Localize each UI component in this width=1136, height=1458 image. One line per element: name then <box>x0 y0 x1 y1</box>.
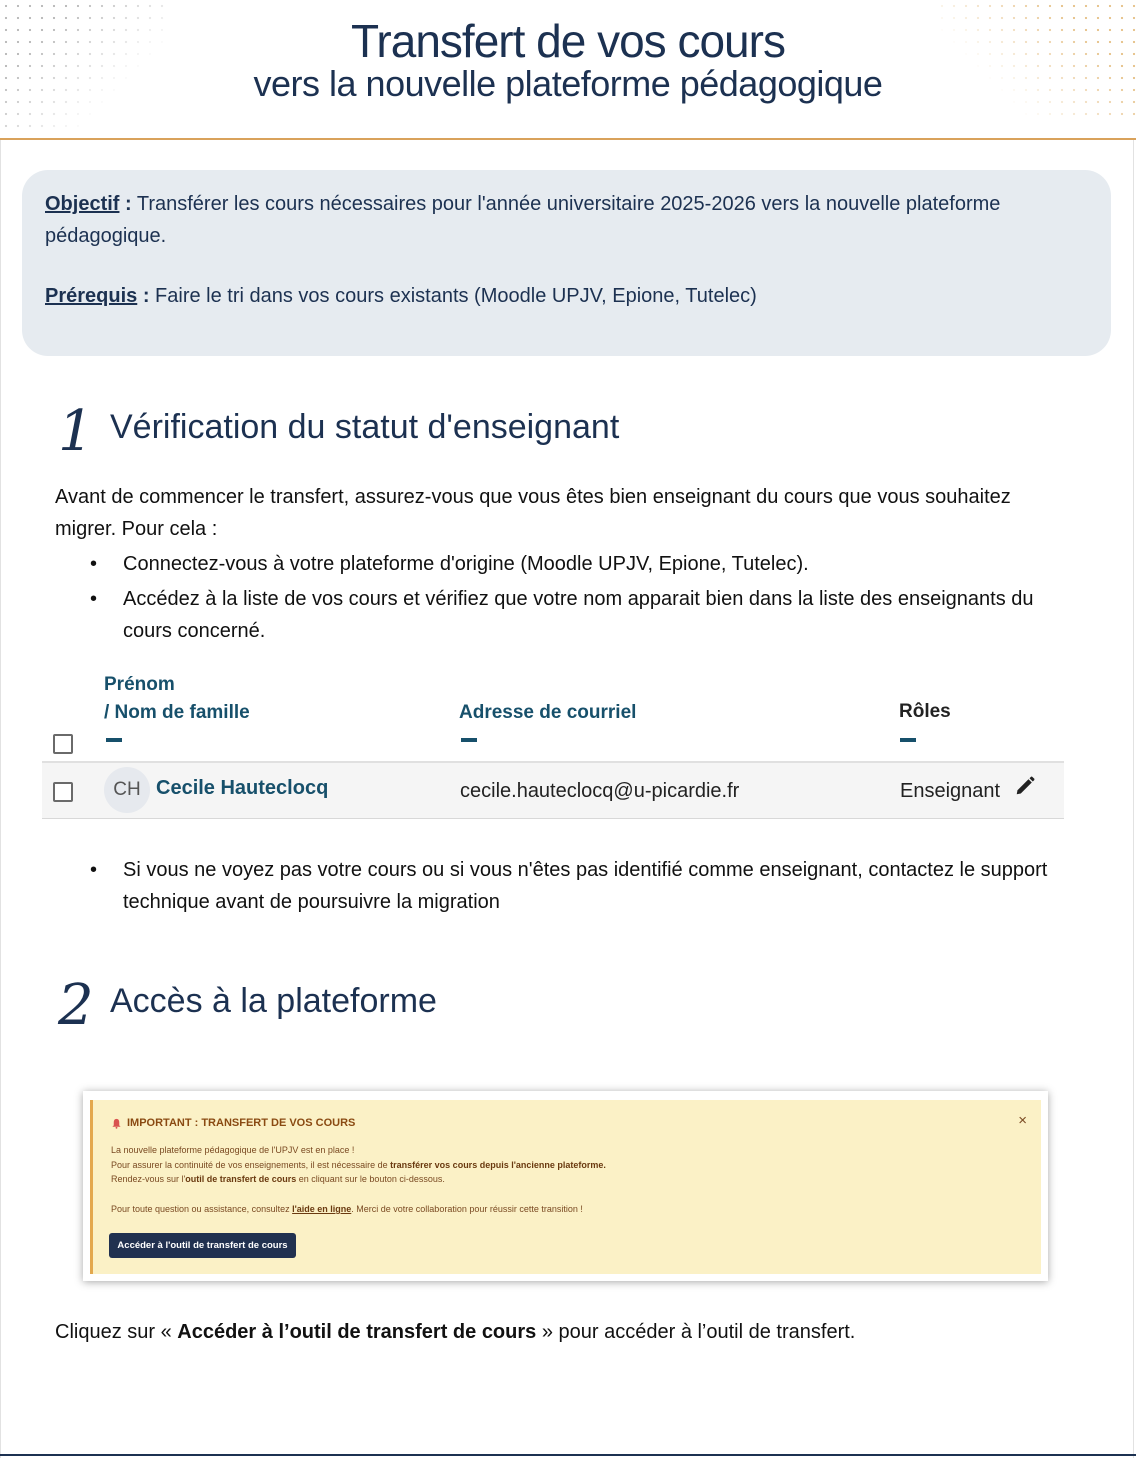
header-divider <box>0 138 1136 140</box>
banner-title: IMPORTANT : TRANSFERT DE VOS COURS <box>127 1117 356 1129</box>
banner-line-1: La nouvelle plateforme pédagogique de l'UPJV est en place ! <box>111 1145 355 1155</box>
participant-email: cecile.hauteclocq@u-picardie.fr <box>460 780 740 802</box>
prerequis-label: Prérequis <box>45 285 138 307</box>
section-2-number: 2 <box>58 973 94 1038</box>
section-1-intro: Avant de commencer le transfert, assurez-vous que vous êtes bien enseignant du cours que vous souhaitez migrer. Pour cela : <box>55 486 1011 540</box>
bullet-text: Accédez à la liste de vos cours et vérifiez que votre nom apparait bien dans la liste des enseignants du cours concerné. <box>123 588 1034 642</box>
page-subtitle: vers la nouvelle plateforme pédagogique <box>253 63 883 104</box>
banner-line-3-text: Rendez-vous sur l' <box>111 1174 186 1184</box>
bullet-dot: • <box>90 588 98 610</box>
objectif-colon: : <box>119 193 132 215</box>
sort-indicator <box>106 738 122 742</box>
online-help-link[interactable]: l'aide en ligne <box>292 1204 352 1214</box>
important-banner <box>90 1100 1041 1274</box>
objectif-text: Transférer les cours nécessaires pour l'année universitaire 2025-2026 vers la nouvelle plateforme pédagogique. <box>45 193 1001 247</box>
objectives-box <box>22 170 1111 356</box>
bullet-dot: • <box>90 553 98 575</box>
banner-line-3 <box>111 1172 445 1186</box>
footer-divider <box>0 1454 1136 1456</box>
page-title: Transfert de vos cours <box>351 15 785 67</box>
section-1-title: Vérification du statut d'enseignant <box>110 408 620 446</box>
avatar: CH <box>104 767 150 813</box>
banner-line-3-end: en cliquant sur le bouton ci-dessous. <box>296 1174 445 1184</box>
bullet-text: Connectez-vous à votre plateforme d'origine (Moodle UPJV, Epione, Tutelec). <box>123 553 809 575</box>
participant-name[interactable]: Cecile Hauteclocq <box>156 777 329 799</box>
bullet-dot: • <box>90 859 98 881</box>
section-1-number: 1 <box>58 399 94 464</box>
banner-line-2-text: Pour assurer la continuité de vos enseignements, il est nécessaire de <box>111 1160 391 1170</box>
close-icon[interactable]: × <box>1018 1112 1027 1129</box>
instruction-text-end: » pour accéder à l’outil de transfert. <box>536 1321 856 1343</box>
bullet-text: Si vous ne voyez pas votre cours ou si vous n'êtes pas identifié comme enseignant, contactez le support technique avant de poursuivre la migration <box>123 859 1048 913</box>
instruction-text-start: Cliquez sur « <box>55 1321 178 1343</box>
prerequis-paragraph <box>45 280 1081 312</box>
banner-line-4 <box>111 1202 583 1216</box>
page-border-left <box>0 140 1 1458</box>
col-header-email[interactable]: Adresse de courriel <box>459 702 637 723</box>
banner-line-4-text: Pour toute question ou assistance, consultez <box>111 1204 293 1214</box>
participants-table <box>42 668 1064 818</box>
objectif-label: Objectif <box>45 193 120 215</box>
section-2-instruction <box>55 1316 1075 1348</box>
participant-role: Enseignant <box>900 780 1001 802</box>
sort-indicator <box>900 738 916 742</box>
prerequis-text: Faire le tri dans vos cours existants (Moodle UPJV, Epione, Tutelec) <box>149 285 757 307</box>
banner-line-4-end: . Merci de votre collaboration pour réussir cette transition ! <box>351 1204 583 1214</box>
page-border-right <box>1133 140 1134 1458</box>
col-header-lastname[interactable]: / Nom de famille <box>104 702 250 723</box>
transfer-banner-screenshot <box>83 1091 1048 1281</box>
col-header-roles: Rôles <box>899 701 951 722</box>
instruction-bold: Accéder à l’outil de transfert de cours <box>177 1321 537 1343</box>
table-row <box>42 761 1064 819</box>
edit-pencil-icon[interactable] <box>1014 775 1036 797</box>
row-checkbox[interactable] <box>53 782 73 802</box>
prerequis-colon: : <box>137 285 150 307</box>
banner-line-2-bold: transférer vos cours depuis l'ancienne plateforme. <box>390 1160 606 1170</box>
warning-bell-icon <box>111 1118 122 1129</box>
banner-line-2 <box>111 1158 606 1172</box>
col-header-firstname[interactable]: Prénom <box>104 674 175 695</box>
banner-line-3-bold: outil de transfert de cours <box>185 1174 297 1184</box>
access-transfer-tool-button[interactable]: Accéder à l'outil de transfert de cours <box>109 1233 296 1258</box>
select-all-checkbox[interactable] <box>53 734 73 754</box>
section-2-title: Accès à la plateforme <box>110 982 437 1020</box>
sort-indicator <box>461 738 477 742</box>
objectif-paragraph <box>45 188 1081 252</box>
